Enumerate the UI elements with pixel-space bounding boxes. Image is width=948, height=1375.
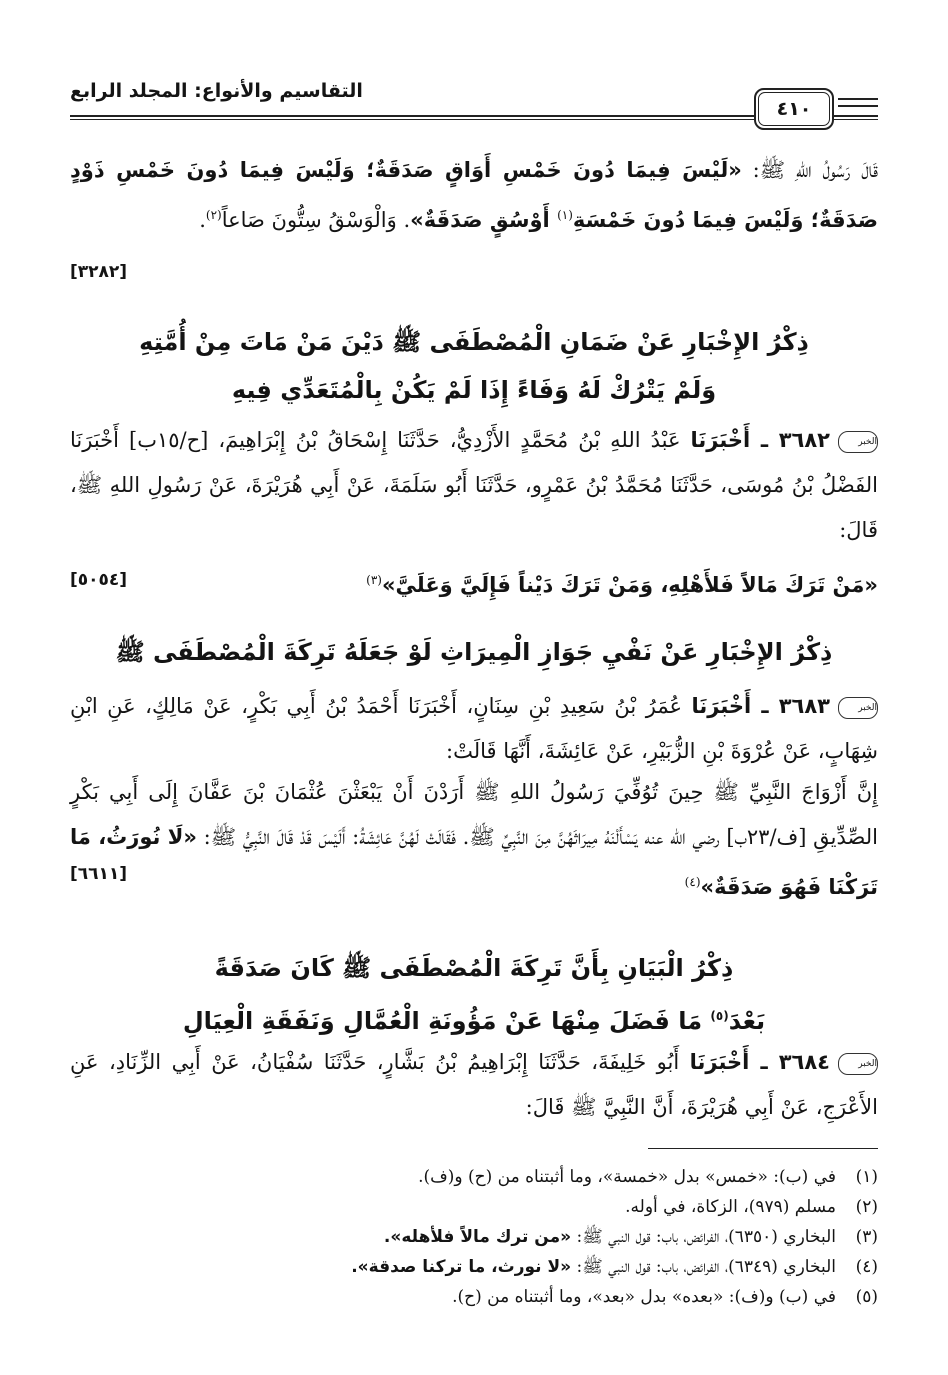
khabar-icon: الخبر	[838, 431, 878, 453]
heading-line-2	[70, 992, 878, 1045]
reference-number: [٥٠٥٤]	[70, 570, 128, 590]
heading-word: بَعْدَ	[728, 1007, 766, 1035]
heading-line: ذِكْرُ الْبَيَانِ بِأَنَّ تَرِكَةَ الْمُصْطَفَى ﷺ كَانَ صَدَقَةً	[214, 954, 734, 982]
footnote-item	[70, 1222, 878, 1252]
reference-number: [٦٦١١]	[70, 864, 128, 884]
hadith-lead: أَخْبَرَنَا	[690, 428, 761, 452]
hadith-3682-matn	[70, 558, 878, 608]
hadith-matn-quote: «لَا نُورَثُ، مَا تَرَكْنَا فَهُوَ صَدَقَةٌ»	[70, 825, 878, 899]
hadith-isnad: أَبُو خَلِيفَةَ، حَدَّثَنَا إِبْرَاهِيمُ بْنُ بَشَّارٍ، حَدَّثَنَا سُفْيَانُ، عَنْ أَبِي الزِّنَادِ، عَنِ الأَعْرَجِ، عَنْ أَبِي هُرَيْرَةَ، أَنَّ النَّبِيَّ ﷺ قَالَ:	[70, 1050, 878, 1119]
footnote-text: البخاري (٦٣٥٠)، الفرائض، باب: قول النبي ﷺ:	[571, 1227, 836, 1247]
chapter-heading-3	[70, 944, 878, 1045]
reference-number: [٣٢٨٢]	[70, 262, 128, 282]
intro-text: قَالَ رَسُولُ اللهِ ﷺ:	[741, 158, 879, 182]
book-page	[70, 0, 878, 1375]
heading-line: ذِكْرُ الإِخْبَارِ عَنْ نَفْيِ جَوَازِ الْمِيرَاثِ لَوْ جَعَلَهُ تَرِكَةَ الْمُصْطَفَى ﷺ	[115, 638, 833, 666]
footnote-item	[70, 1162, 878, 1192]
footnote-number: (٢)	[855, 1197, 878, 1217]
hadith-number: ٣٦٨٢ ـ	[760, 428, 830, 452]
intro-period: .	[199, 208, 206, 232]
footnote-separator	[648, 1148, 878, 1149]
hadith-3682	[70, 418, 878, 553]
heading-line: ذِكْرُ الإِخْبَارِ عَنْ ضَمَانِ الْمُصْطَفَى ﷺ دَيْنَ مَنْ مَاتَ مِنْ أُمَّتِهِ	[139, 328, 809, 356]
footnote-ref-4[interactable]: (٤)	[684, 875, 701, 889]
footnote-number: (١)	[855, 1167, 878, 1187]
footnote-text: في (ب) و(ف): «بعده» بدل «بعد»، وما أثبتناه من (ح).	[452, 1287, 836, 1307]
chapter-heading-1	[70, 318, 878, 414]
intro-quote-end: أَوْسُقٍ صَدَقَةٌ»	[410, 208, 558, 232]
footnote-ref-3[interactable]: (٣)	[366, 573, 382, 587]
hadith-3683	[70, 684, 878, 774]
intro-quote: «لَيْسَ فِيمَا دُونَ خَمْسِ أَوَاقٍ صَدَقَةٌ؛ وَلَيْسَ فِيمَا دُونَ خَمْسِ ذَوْدٍ صَدَقَةٌ؛ وَلَيْسَ فِيمَا دُونَ خَمْسَةِ	[70, 158, 878, 232]
heading-rest: مَا فَضَلَ مِنْهَا عَنْ مَؤُونَةِ الْعُمَّالِ وَنَفَقَةِ الْعِيَالِ	[182, 1007, 711, 1035]
running-title: التقاسيم والأنواع: المجلد الرابع	[70, 80, 363, 102]
footnote-ref-2[interactable]: (٢)	[205, 208, 222, 222]
footnote-text: في (ب): «خمس» بدل «خمسة»، وما أثبتناه من (ح) و(ف).	[418, 1167, 836, 1187]
footnote-number: (٣)	[855, 1227, 878, 1247]
page-number-box	[754, 88, 834, 130]
khabar-icon: الخبر	[838, 1053, 878, 1075]
footnote-item	[70, 1192, 878, 1222]
paragraph-intro	[70, 148, 878, 243]
footnote-number: (٥)	[855, 1287, 878, 1307]
khabar-icon: الخبر	[838, 697, 878, 719]
hadith-matn: «مَنْ تَرَكَ مَالاً فَلأَهْلِهِ، وَمَنْ تَرَكَ دَيْناً فَإِلَيَّ وَعَلَيَّ»	[381, 573, 878, 597]
hadith-3683-matn	[70, 770, 878, 910]
footnote-item	[70, 1282, 878, 1312]
hadith-matn: إِنَّ أَزْوَاجَ النَّبِيِّ ﷺ حِينَ تُوُفِّيَ رَسُولُ اللهِ ﷺ أَرَدْنَ أَنْ يَبْعَثْنَ عُثْمَانَ بْنَ عَفَّانَ إِلَى أَبِي بَكْرٍ الصِّدِّيقِ [ف/٢٣ب] رضي الله عنه يَسْأَلْنَهُ مِيرَاثَهُنَّ مِنَ النَّبِيِّ ﷺ. فَقَالَتْ لَهُنَّ عَائِشَةُ: أَلَيْسَ قَدْ قَالَ النَّبِيُّ ﷺ:	[70, 780, 878, 849]
hadith-number: ٣٦٨٤ ـ	[760, 1050, 830, 1074]
hadith-lead: أَخْبَرَنَا	[691, 694, 762, 718]
footnotes	[70, 1162, 878, 1312]
footnote-text: البخاري (٦٣٤٩)، الفرائض، باب: قول النبي ﷺ:	[571, 1257, 836, 1277]
chapter-heading-2	[70, 628, 878, 676]
hadith-lead: أَخْبَرَنَا	[689, 1050, 761, 1074]
hadith-isnad: عُمَرُ بْنُ سَعِيدِ بْنِ سِنَانٍ، أَخْبَرَنَا أَحْمَدُ بْنُ أَبِي بَكْرٍ، عَنْ مَالِكٍ، عَنِ ابْنِ شِهَابٍ، عَنْ عُرْوَةَ بْنِ الزُّبَيْرِ، عَنْ عَائِشَةَ، أَنَّهَا قَالَتْ:	[70, 694, 878, 763]
hadith-isnad: عَبْدُ اللهِ بْنُ مُحَمَّدٍ الأَزْدِيُّ، حَدَّثَنَا إِسْحَاقُ بْنُ إِبْرَاهِيمَ، [ح/١٥ب] أَخْبَرَنَا الفَضْلُ بْنُ مُوسَى، حَدَّثَنَا مُحَمَّدُ بْنُ عَمْرٍو، حَدَّثَنَا أَبُو سَلَمَةَ، عَنْ أَبِي هُرَيْرَةَ، عَنْ رَسُولِ اللهِ ﷺ، قَالَ:	[70, 428, 878, 542]
intro-wasq: . وَالْوَسْقُ سِتُّونَ صَاعاً	[221, 208, 411, 232]
header-ornament	[838, 98, 878, 112]
footnote-quote: «من ترك مالاً فلأهله».	[383, 1227, 572, 1247]
footnote-text: مسلم (٩٧٩)، الزكاة، في أوله.	[625, 1197, 836, 1217]
heading-line: وَلَمْ يَتْرُكْ لَهُ وَفَاءً إِذَا لَمْ يَكُنْ بِالْمُتَعَدِّي فِيهِ	[231, 376, 717, 404]
footnote-ref-5[interactable]: (٥)	[710, 1009, 729, 1023]
footnote-number: (٤)	[855, 1257, 878, 1277]
footnote-ref-1[interactable]: (١)	[557, 208, 573, 222]
hadith-3684	[70, 1040, 878, 1130]
footnote-quote: «لا نورث، ما تركنا صدقة».	[351, 1257, 572, 1277]
page-number: ٤١٠	[758, 92, 830, 126]
page-header	[70, 74, 878, 134]
footnote-item	[70, 1252, 878, 1282]
hadith-number: ٣٦٨٣ ـ	[761, 694, 830, 718]
